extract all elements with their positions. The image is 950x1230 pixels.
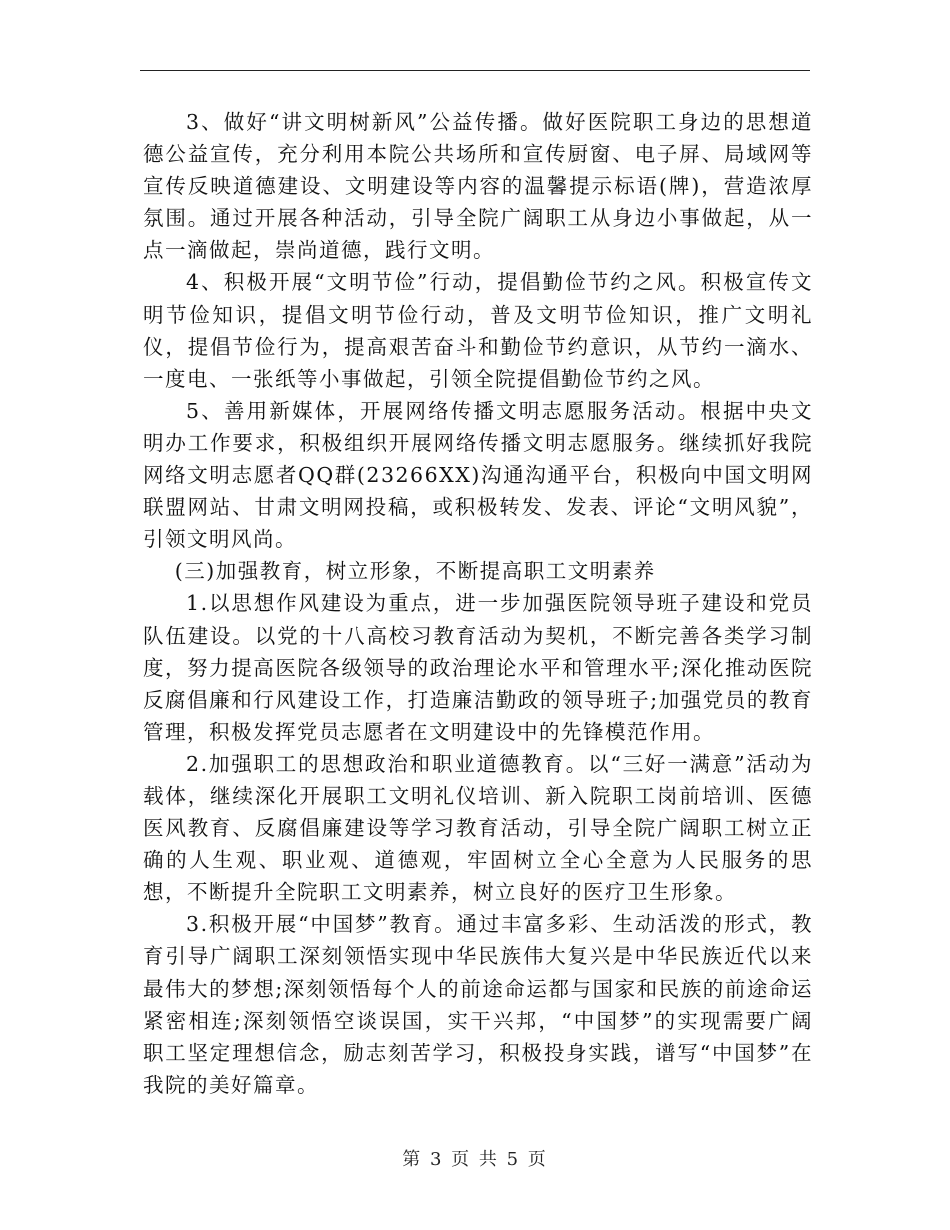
paragraph-item-3: 3、做好“讲文明树新风”公益传播。做好医院职工身边的思想道德公益宣传，充分利用本院公共场所和宣传厨窗、电子屏、局域网等宣传反映道德建设、文明建设等内容的温馨提示标语(牌)，营造浓厚氛围。通过开展各种活动，引导全院广阔职工从身边小事做起，从一点一滴做起，崇尚道德，践行文明。	[143, 110, 813, 263]
document-body	[143, 106, 813, 1101]
header-rule	[140, 70, 810, 71]
page-number-footer: 第 3 页 共 5 页	[402, 1149, 548, 1170]
paragraph-item-5: 5、善用新媒体，开展网络传播文明志愿服务活动。根据中央文明办工作要求，积极组织开展网络传播文明志愿服务。继续抓好我院网络文明志愿者QQ群(23266XX)沟通沟通平台，积极向中国文明网联盟网站、甘肃文明网投稿，或积极转发、发表、评论“文明风貌”，引领文明风尚。	[143, 398, 813, 552]
paragraph-point-1: 1.以思想作风建设为重点，进一步加强医院领导班子建设和党员队伍建设。以党的十八高校习教育活动为契机，不断完善各类学习制度，努力提高医院各级领导的政治理论水平和管理水平;深化推动医院反腐倡廉和行风建设工作，打造廉洁勤政的领导班子;加强党员的教育管理，积极发挥党员志愿者在文明建设中的先锋模范作用。	[143, 591, 813, 744]
paragraph-item-4: 4、积极开展“文明节俭”行动，提倡勤俭节约之风。积极宣传文明节俭知识，提倡文明节俭行动，普及文明节俭知识，推广文明礼仪，提倡节俭行为，提高艰苦奋斗和勤俭节约意识，从节约一滴水、一度电、一张纸等小事做起，引领全院提倡勤俭节约之风。	[143, 270, 813, 391]
paragraph-point-2: 2.加强职工的思想政治和职业道德教育。以“三好一满意”活动为载体，继续深化开展职工文明礼仪培训、新入院职工岗前培训、医德医风教育、反腐倡廉建设等学习教育活动，引导全院广阔职工树立正确的人生观、职业观、道德观，牢固树立全心全意为人民服务的思想，不断提升全院职工文明素养，树立良好的医疗卫生形象。	[143, 751, 813, 905]
section-heading-3: (三)加强教育，树立形象，不断提高职工文明素养	[174, 559, 656, 584]
paragraph-point-3: 3.积极开展“中国梦”教育。通过丰富多彩、生动活泼的形式，教育引导广阔职工深刻领悟实现中华民族伟大复兴是中华民族近代以来最伟大的梦想;深刻领悟每个人的前途命运都与国家和民族的前途命运紧密相连;深刻领悟空谈误国，实干兴邦，“中国梦”的实现需要广阔职工坚定理想信念，励志刻苦学习，积极投身实践，谱写“中国梦”在我院的美好篇章。	[143, 912, 813, 1097]
